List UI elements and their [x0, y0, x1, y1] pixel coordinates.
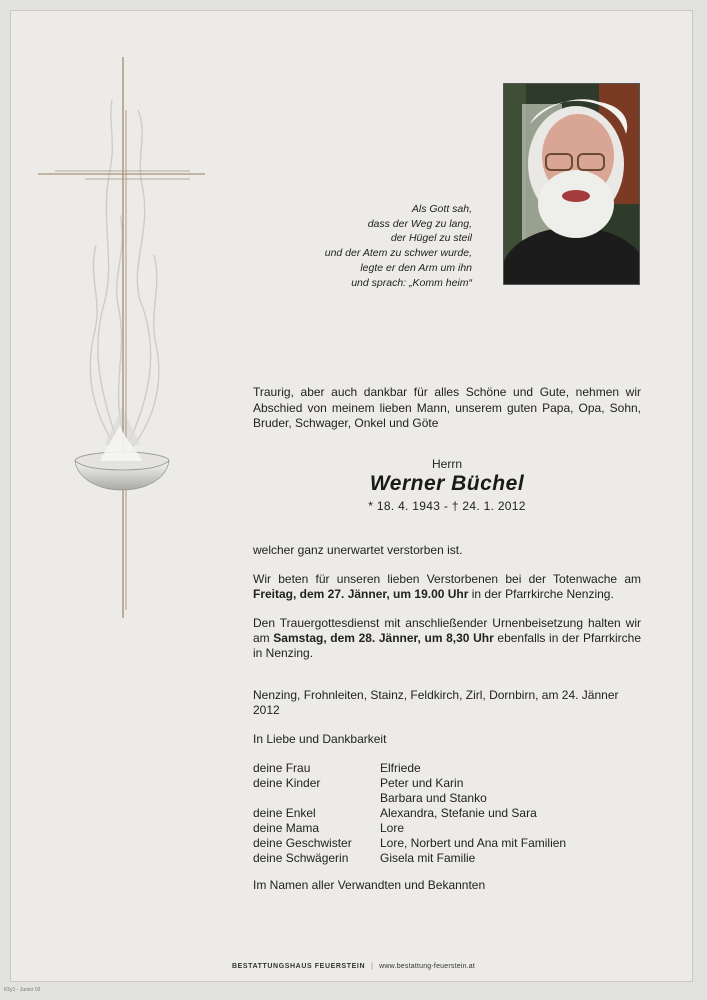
relative-row [253, 776, 566, 791]
passed-text: welcher ganz unerwartet verstorben ist. [253, 543, 463, 557]
relative-row [253, 806, 566, 821]
relative-row [253, 761, 566, 776]
template-code: K5y1 - Junior 03 [4, 987, 41, 993]
relative-names: Gisela mit Familie [380, 851, 476, 865]
relative-role: deine Schwägerin [253, 851, 349, 865]
mass-pre: Den Trauergottesdienst mit anschließender Urnenbeisetzung halten wir am [253, 616, 641, 645]
relatives-list [253, 761, 566, 866]
poem-line: und sprach: „Komm heim“ [351, 276, 472, 289]
deceased-name: Werner Büchel [369, 472, 525, 495]
footer-separator: | [371, 963, 374, 970]
mass-bold: Samstag, dem 28. Jänner, um 8,30 Uhr [273, 631, 494, 645]
cross-with-flame-icon [30, 50, 210, 630]
intro-text: Traurig, aber auch dankbar für alles Schöne und Gute, nehmen wir Abschied von meinem lieben Mann, unserem guten Papa, Opa, Sohn, Bruder, Schwager, Onkel und Göte [253, 385, 641, 430]
relative-row [253, 821, 566, 836]
relative-names: Barbara und Stanko [380, 791, 487, 805]
closing-line: Im Namen aller Verwandten und Bekannten [253, 878, 486, 892]
relative-names: Lore, Norbert und Ana mit Familien [380, 836, 567, 850]
relative-row [253, 851, 566, 866]
relative-role: deine Enkel [253, 806, 316, 820]
firm-name: BESTATTUNGSHAUS FEUERSTEIN [231, 963, 366, 970]
love-line: In Liebe und Dankbarkeit [253, 732, 387, 746]
relative-names: Alexandra, Stefanie und Sara [380, 806, 537, 820]
relative-role: deine Mama [253, 821, 320, 835]
relative-role [253, 791, 380, 806]
portrait-photo [503, 83, 640, 285]
poem [280, 202, 472, 290]
mass-post: ebenfalls in der Pfarrkirche in Nenzing. [253, 631, 641, 660]
website-link[interactable]: www.bestattung-feuerstein.at [379, 963, 476, 970]
relative-row [253, 836, 566, 851]
poem-line: und der Atem zu schwer wurde, [324, 247, 472, 260]
life-dates: * 18. 4. 1943 - † 24. 1. 2012 [368, 499, 526, 513]
relative-role: deine Frau [253, 761, 311, 775]
vigil-text [253, 572, 641, 602]
place-date: Nenzing, Frohnleiten, Stainz, Feldkirch, Zirl, Dornbirn, am 24. Jänner 2012 [253, 688, 619, 717]
relative-names: Lore [380, 821, 405, 835]
poem-line: dass der Weg zu lang, [367, 217, 472, 230]
relative-role: deine Geschwister [253, 836, 352, 850]
relative-names: Elfriede [380, 761, 421, 775]
vigil-pre: Wir beten für unseren lieben Verstorbenen bei der Totenwache am [253, 572, 641, 586]
vigil-post: in der Pfarrkirche Nenzing. [468, 587, 614, 601]
relative-names: Peter und Karin [380, 776, 464, 790]
poem-line: der Hügel zu steil [390, 232, 472, 245]
footer [0, 963, 707, 970]
relative-row [253, 791, 566, 806]
salutation: Herrn [431, 457, 462, 471]
relative-role: deine Kinder [253, 776, 321, 790]
poem-line: Als Gott sah, [411, 203, 472, 215]
mass-text [253, 616, 641, 661]
poem-line: legte er den Arm um ihn [360, 261, 472, 274]
vigil-bold: Freitag, dem 27. Jänner, um 19.00 Uhr [253, 587, 469, 601]
